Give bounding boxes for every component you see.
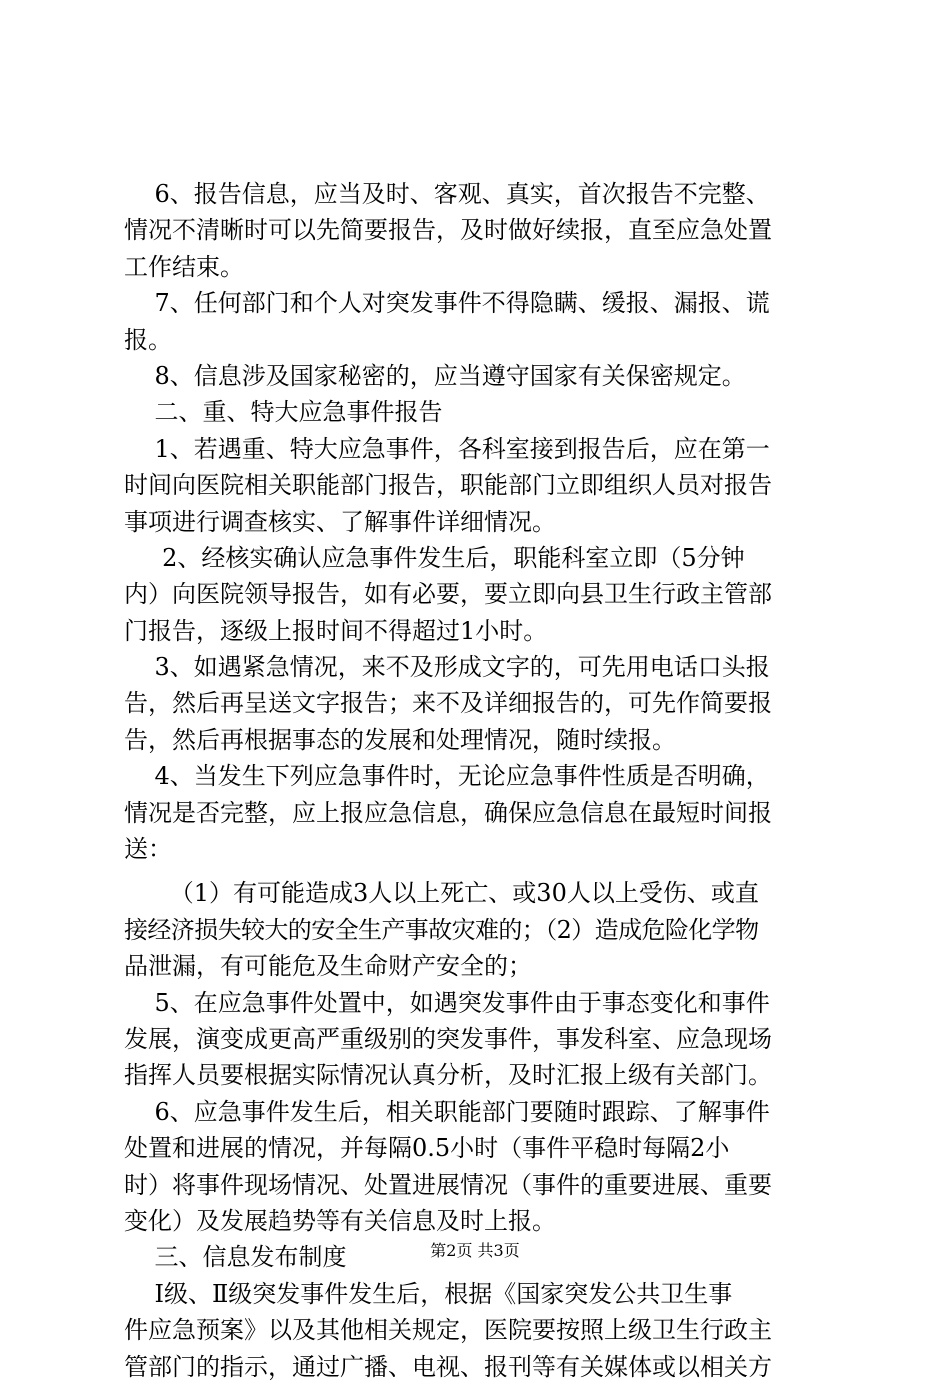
text-line: 4、当发生下列应急事件时，无论应急事件性质是否明确， — [124, 762, 770, 791]
text-line: 6、应急事件发生后，相关职能部门要随时跟踪、了解事件 — [124, 1097, 770, 1126]
document-body — [124, 176, 836, 1385]
paragraph-gap — [124, 867, 836, 875]
text-line: 接经济损失较大的安全生产事故灾难的；（2）造成危险化学物 — [124, 915, 759, 944]
text-line: 门报告，逐级上报时间不得超过1小时。 — [124, 616, 548, 645]
section-heading: 二、重、特大应急事件报告 — [124, 398, 443, 427]
text-line: 品泄漏，有可能危及生命财产安全的； — [124, 952, 532, 981]
text-line: 2、经核实确认应急事件发生后，职能科室立即（5分钟 — [124, 543, 745, 572]
text-line: 7、任何部门和个人对突发事件不得隐瞒、缓报、漏报、谎 — [124, 289, 770, 318]
text-line: 指挥人员要根据实际情况认真分析，及时汇报上级有关部门。 — [124, 1061, 772, 1090]
text-line: 时）将事件现场情况、处置进展情况（事件的重要进展、重要 — [124, 1170, 772, 1199]
text-line: 告，然后再根据事态的发展和处理情况，随时续报。 — [124, 725, 676, 754]
text-line: 8、信息涉及国家秘密的，应当遵守国家有关保密规定。 — [124, 361, 746, 390]
page-footer: 第2页 共3页 — [430, 1241, 520, 1260]
text-line: Ⅰ级、Ⅱ级突发事件发生后，根据《国家突发公共卫生事 — [124, 1279, 733, 1308]
text-line: 送： — [124, 835, 172, 864]
text-line: 3、如遇紧急情况，来不及形成文字的，可先用电话口头报 — [124, 653, 770, 682]
text-line: 6、报告信息，应当及时、客观、真实，首次报告不完整、 — [124, 180, 770, 208]
text-line: 5、在应急事件处置中，如遇突发事件由于事态变化和事件 — [124, 988, 770, 1017]
text-line: 1、若遇重、特大应急事件，各科室接到报告后，应在第一 — [124, 434, 770, 463]
text-line: 情况是否完整，应上报应急信息，确保应急信息在最短时间报 — [124, 798, 772, 827]
text-line: 变化）及发展趋势等有关信息及时上报。 — [124, 1206, 556, 1235]
text-line: 报。 — [124, 325, 172, 354]
text-line: 告，然后再呈送文字报告；来不及详细报告的，可先作简要报 — [124, 689, 772, 718]
text-line: 事项进行调查核实、了解事件详细情况。 — [124, 507, 556, 536]
section-heading: 三、信息发布制度 — [124, 1243, 347, 1272]
text-line: （1）有可能造成3人以上死亡、或30人以上受伤、或直 — [124, 879, 759, 908]
text-line: 情况不清晰时可以先简要报告，及时做好续报，直至应急处置 — [124, 216, 772, 245]
text-line: 发展，演变成更高严重级别的突发事件，事发科室、应急现场 — [124, 1024, 772, 1053]
text-line: 内）向医院领导报告，如有必要，要立即向县卫生行政主管部 — [124, 580, 772, 609]
text-line: 工作结束。 — [124, 252, 244, 281]
text-line: 时间向医院相关职能部门报告，职能部门立即组织人员对报告 — [124, 471, 772, 500]
text-line: 处置和进展的情况，并每隔0.5小时（事件平稳时每隔2小 — [124, 1134, 730, 1163]
text-line: 件应急预案》以及其他相关规定，医院要按照上级卫生行政主 — [124, 1316, 772, 1345]
text-line: 管部门的指示，通过广播、电视、报刊等有关媒体或以相关方 — [124, 1352, 772, 1381]
